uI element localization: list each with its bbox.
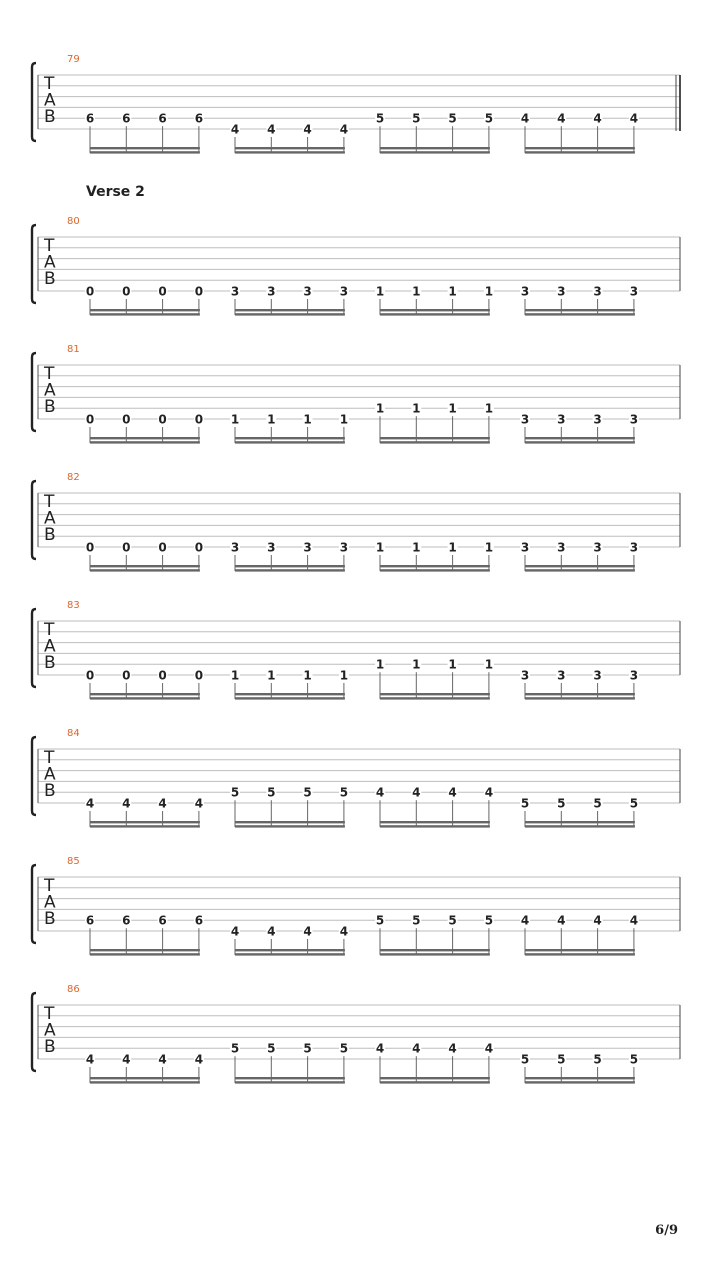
fret-number: 3 <box>339 284 349 299</box>
fret-number: 3 <box>520 668 530 683</box>
tab-clef-letter: A <box>44 1020 56 1041</box>
beam-primary <box>90 1077 200 1079</box>
fret-number: 1 <box>375 401 385 416</box>
measure-number: 83 <box>67 600 80 611</box>
fret-number: 0 <box>122 412 131 427</box>
measure-number: 82 <box>67 472 80 483</box>
tab-clef-letter: B <box>44 269 56 289</box>
fret-number: 4 <box>557 913 566 928</box>
beam-primary <box>525 147 635 149</box>
beam-primary <box>235 437 345 439</box>
beam-primary <box>90 693 200 695</box>
beam-primary <box>90 565 200 567</box>
fret-number: 3 <box>629 668 639 683</box>
fret-number: 3 <box>557 540 566 555</box>
beam-secondary <box>380 313 490 315</box>
beam-secondary <box>380 953 490 955</box>
beam-secondary <box>90 151 200 153</box>
fret-number: 5 <box>375 111 385 126</box>
beam-primary <box>235 821 345 823</box>
beam-secondary <box>90 441 200 443</box>
tab-clef-letter: B <box>44 525 56 545</box>
fret-number: 4 <box>412 1041 421 1056</box>
fret-number: 3 <box>557 284 566 299</box>
fret-number: 5 <box>412 111 421 126</box>
fret-number: 5 <box>593 796 602 811</box>
fret-number: 1 <box>375 540 385 555</box>
beam-primary <box>235 949 345 951</box>
fret-number: 3 <box>230 540 240 555</box>
fret-number: 1 <box>448 540 457 555</box>
beam-secondary <box>380 441 490 443</box>
fret-number: 0 <box>158 668 167 683</box>
tab-clef-letter: T <box>44 492 55 512</box>
beam-secondary <box>525 953 635 955</box>
fret-number: 3 <box>629 540 639 555</box>
fret-number: 1 <box>267 668 276 683</box>
fret-number: 5 <box>303 1041 312 1056</box>
tab-system <box>32 344 680 444</box>
tab-clef-letter: B <box>44 1037 56 1057</box>
fret-number: 0 <box>194 412 204 427</box>
tab-clef-letter: A <box>44 636 56 657</box>
fret-number: 3 <box>557 412 566 427</box>
fret-number: 4 <box>339 122 349 137</box>
fret-number: 3 <box>267 540 276 555</box>
measure-number: 84 <box>67 728 80 739</box>
fret-number: 4 <box>520 111 530 126</box>
system-bracket <box>32 737 36 815</box>
tab-clef-letter: T <box>44 1004 55 1024</box>
fret-number: 4 <box>484 1041 494 1056</box>
fret-number: 0 <box>122 284 131 299</box>
fret-number: 1 <box>412 657 421 672</box>
system-bracket <box>32 225 36 303</box>
fret-number: 0 <box>194 668 204 683</box>
fret-number: 1 <box>412 284 421 299</box>
fret-number: 0 <box>158 540 167 555</box>
page-number: 6/9 <box>655 1223 678 1238</box>
beam-secondary <box>235 1081 345 1083</box>
fret-number: 6 <box>158 111 167 126</box>
beam-secondary <box>90 825 200 827</box>
tab-system <box>32 472 680 572</box>
fret-number: 4 <box>557 111 566 126</box>
fret-number: 1 <box>412 540 421 555</box>
fret-number: 4 <box>448 785 457 800</box>
measure-number: 81 <box>67 344 80 355</box>
beam-secondary <box>380 151 490 153</box>
fret-number: 5 <box>230 1041 240 1056</box>
fret-number: 3 <box>230 284 240 299</box>
beam-secondary <box>235 697 345 699</box>
fret-number: 4 <box>158 1052 167 1067</box>
beam-secondary <box>235 441 345 443</box>
fret-number: 1 <box>484 540 494 555</box>
system-bracket <box>32 993 36 1071</box>
fret-number: 4 <box>85 1052 95 1067</box>
beam-secondary <box>380 569 490 571</box>
fret-number: 5 <box>557 1052 566 1067</box>
beam-primary <box>525 1077 635 1079</box>
fret-number: 3 <box>303 284 312 299</box>
fret-number: 5 <box>629 796 639 811</box>
tab-clef-letter: T <box>44 876 55 896</box>
fret-number: 6 <box>194 111 204 126</box>
beam-secondary <box>235 569 345 571</box>
beam-primary <box>525 437 635 439</box>
section-label: Verse 2 <box>86 184 145 200</box>
fret-number: 3 <box>593 284 602 299</box>
fret-number: 1 <box>303 412 312 427</box>
fret-number: 6 <box>122 111 131 126</box>
fret-number: 3 <box>629 412 639 427</box>
beam-secondary <box>525 697 635 699</box>
fret-number: 5 <box>303 785 312 800</box>
fret-number: 1 <box>230 668 240 683</box>
tab-clef-letter: A <box>44 252 56 273</box>
fret-number: 1 <box>412 401 421 416</box>
fret-number: 0 <box>158 412 167 427</box>
fret-number: 1 <box>448 284 457 299</box>
tab-clef-letter: A <box>44 380 56 401</box>
fret-number: 0 <box>85 668 95 683</box>
fret-number: 5 <box>557 796 566 811</box>
fret-number: 3 <box>629 284 639 299</box>
fret-number: 4 <box>412 785 421 800</box>
fret-number: 4 <box>85 796 95 811</box>
beam-secondary <box>525 825 635 827</box>
fret-number: 5 <box>484 111 494 126</box>
tab-clef-letter: B <box>44 653 56 673</box>
fret-number: 1 <box>230 412 240 427</box>
fret-number: 4 <box>194 796 204 811</box>
fret-number: 1 <box>484 657 494 672</box>
fret-number: 5 <box>230 785 240 800</box>
system-bracket <box>32 865 36 943</box>
beam-secondary <box>235 825 345 827</box>
beam-secondary <box>525 441 635 443</box>
fret-number: 3 <box>267 284 276 299</box>
fret-number: 3 <box>593 412 602 427</box>
fret-number: 4 <box>375 785 385 800</box>
beam-primary <box>380 949 490 951</box>
fret-number: 0 <box>122 540 131 555</box>
fret-number: 3 <box>557 668 566 683</box>
tab-clef-letter: B <box>44 781 56 801</box>
tab-system <box>32 856 680 956</box>
beam-primary <box>90 309 200 311</box>
fret-number: 3 <box>339 540 349 555</box>
tab-system <box>32 728 680 828</box>
fret-number: 5 <box>375 913 385 928</box>
fret-number: 4 <box>593 111 602 126</box>
fret-number: 4 <box>520 913 530 928</box>
tab-system <box>32 600 680 700</box>
fret-number: 0 <box>85 412 95 427</box>
system-bracket <box>32 481 36 559</box>
system-bracket <box>32 63 36 141</box>
beam-primary <box>90 437 200 439</box>
fret-number: 1 <box>484 401 494 416</box>
fret-number: 4 <box>303 924 312 939</box>
fret-number: 1 <box>375 284 385 299</box>
fret-number: 4 <box>303 122 312 137</box>
beam-primary <box>380 437 490 439</box>
beam-secondary <box>525 569 635 571</box>
fret-number: 5 <box>339 1041 349 1056</box>
fret-number: 4 <box>122 796 131 811</box>
beam-secondary <box>90 697 200 699</box>
fret-number: 3 <box>303 540 312 555</box>
beam-secondary <box>380 697 490 699</box>
fret-number: 5 <box>629 1052 639 1067</box>
beam-primary <box>235 147 345 149</box>
beam-secondary <box>525 151 635 153</box>
beam-primary <box>90 147 200 149</box>
beam-primary <box>525 949 635 951</box>
tab-clef-letter: T <box>44 748 55 768</box>
beam-secondary <box>90 1081 200 1083</box>
beam-secondary <box>235 953 345 955</box>
beam-primary <box>235 309 345 311</box>
system-bracket <box>32 609 36 687</box>
fret-number: 4 <box>194 1052 204 1067</box>
fret-number: 5 <box>267 785 276 800</box>
fret-number: 4 <box>339 924 349 939</box>
fret-number: 5 <box>448 913 457 928</box>
beam-secondary <box>525 313 635 315</box>
fret-number: 6 <box>194 913 204 928</box>
fret-number: 5 <box>520 1052 530 1067</box>
tab-clef-letter: B <box>44 397 56 417</box>
beam-secondary <box>90 313 200 315</box>
fret-number: 0 <box>158 284 167 299</box>
fret-number: 4 <box>593 913 602 928</box>
beam-primary <box>380 1077 490 1079</box>
fret-number: 1 <box>448 401 457 416</box>
fret-number: 5 <box>267 1041 276 1056</box>
fret-number: 6 <box>85 913 95 928</box>
beam-primary <box>380 309 490 311</box>
beam-secondary <box>90 953 200 955</box>
fret-number: 1 <box>267 412 276 427</box>
fret-number: 5 <box>339 785 349 800</box>
tab-clef-letter: T <box>44 74 55 94</box>
tab-clef-letter: A <box>44 892 56 913</box>
tab-clef-letter: A <box>44 90 56 111</box>
fret-number: 4 <box>267 924 276 939</box>
fret-number: 1 <box>339 412 349 427</box>
fret-number: 0 <box>85 284 95 299</box>
fret-number: 4 <box>122 1052 131 1067</box>
fret-number: 3 <box>593 668 602 683</box>
beam-primary <box>525 821 635 823</box>
fret-number: 1 <box>484 284 494 299</box>
beam-secondary <box>525 1081 635 1083</box>
tab-clef-letter: A <box>44 764 56 785</box>
beam-primary <box>235 565 345 567</box>
beam-primary <box>380 821 490 823</box>
fret-number: 0 <box>122 668 131 683</box>
beam-primary <box>525 565 635 567</box>
tab-clef-letter: A <box>44 508 56 529</box>
beam-primary <box>235 1077 345 1079</box>
fret-number: 5 <box>593 1052 602 1067</box>
fret-number: 1 <box>375 657 385 672</box>
fret-number: 5 <box>484 913 494 928</box>
beam-primary <box>380 147 490 149</box>
fret-number: 3 <box>520 540 530 555</box>
tab-clef-letter: B <box>44 107 56 127</box>
beam-primary <box>525 693 635 695</box>
fret-number: 4 <box>230 122 240 137</box>
measure-number: 85 <box>67 856 80 867</box>
fret-number: 4 <box>629 913 639 928</box>
beam-primary <box>235 693 345 695</box>
system-bracket <box>32 353 36 431</box>
tab-system <box>32 54 680 154</box>
tab-clef-letter: T <box>44 620 55 640</box>
fret-number: 3 <box>593 540 602 555</box>
measure-number: 86 <box>67 984 80 995</box>
fret-number: 3 <box>520 412 530 427</box>
fret-number: 4 <box>267 122 276 137</box>
fret-number: 4 <box>448 1041 457 1056</box>
beam-secondary <box>235 151 345 153</box>
beam-secondary <box>90 569 200 571</box>
fret-number: 1 <box>303 668 312 683</box>
fret-number: 5 <box>412 913 421 928</box>
beam-secondary <box>235 313 345 315</box>
beam-primary <box>525 309 635 311</box>
fret-number: 1 <box>339 668 349 683</box>
measure-number: 79 <box>67 54 80 65</box>
beam-primary <box>380 693 490 695</box>
fret-number: 3 <box>520 284 530 299</box>
fret-number: 6 <box>85 111 95 126</box>
fret-number: 6 <box>122 913 131 928</box>
fret-number: 4 <box>158 796 167 811</box>
fret-number: 5 <box>448 111 457 126</box>
fret-number: 4 <box>484 785 494 800</box>
tab-system <box>32 984 680 1084</box>
fret-number: 4 <box>375 1041 385 1056</box>
fret-number: 4 <box>230 924 240 939</box>
beam-secondary <box>380 825 490 827</box>
beam-primary <box>380 565 490 567</box>
tab-clef-letter: B <box>44 909 56 929</box>
fret-number: 1 <box>448 657 457 672</box>
tab-system <box>32 216 680 316</box>
tab-clef-letter: T <box>44 364 55 384</box>
fret-number: 6 <box>158 913 167 928</box>
beam-primary <box>90 949 200 951</box>
fret-number: 0 <box>85 540 95 555</box>
measure-number: 80 <box>67 216 80 227</box>
fret-number: 4 <box>629 111 639 126</box>
beam-secondary <box>380 1081 490 1083</box>
fret-number: 0 <box>194 284 204 299</box>
beam-primary <box>90 821 200 823</box>
fret-number: 0 <box>194 540 204 555</box>
tab-clef-letter: T <box>44 236 55 256</box>
fret-number: 5 <box>520 796 530 811</box>
